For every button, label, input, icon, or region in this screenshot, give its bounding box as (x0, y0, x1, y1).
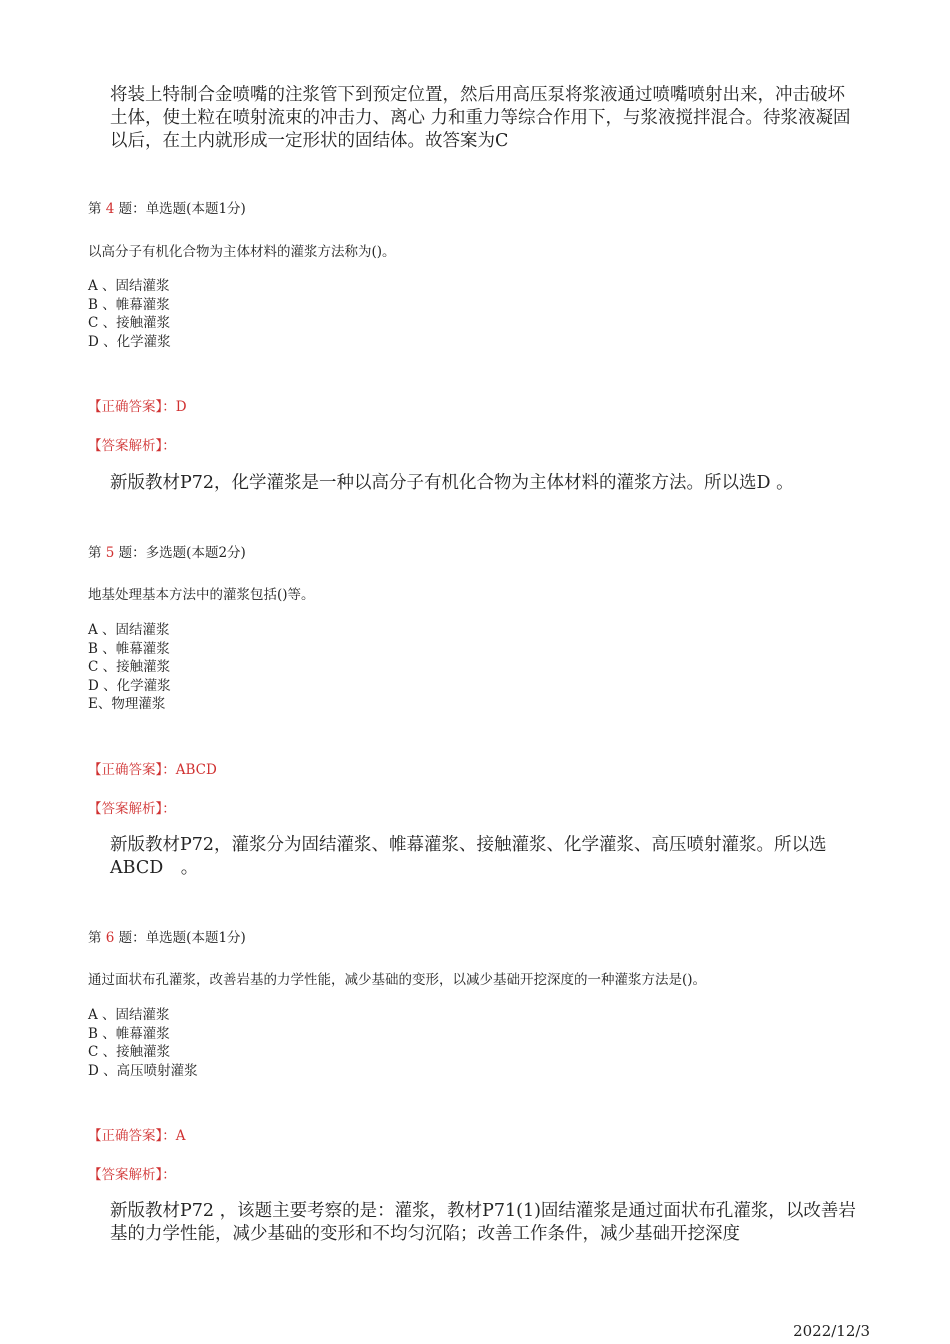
option-a: A 、固结灌浆 (88, 278, 170, 294)
question-6-analysis: 新版教材P72 ，该题主要考察的是：灌浆，教材P71(1)固结灌浆是通过面状布孔灌浆，以改善岩基的力学性能，减少基础的变形和不均匀沉陷；改善工作条件，减少基础开挖深度 (110, 1201, 856, 1244)
question-5-stem: 地基处理基本方法中的灌浆包括()等。 (88, 587, 315, 603)
question-6-header (88, 926, 246, 946)
intro-paragraph: 将装上特制合金喷嘴的注浆管下到预定位置，然后用高压泵将浆液通过喷嘴喷射出来，冲击破坏土体，使土粒在喷射流束的冲击力、离心 力和重力等综合作用下，与浆液搅拌混合。待浆液凝固以后，在土内就形成一定形状的固结体。故答案为C (110, 85, 851, 151)
question-5-header (88, 541, 246, 561)
question-type: 单选题(本题1分) (145, 930, 246, 946)
option-b: B 、帷幕灌浆 (88, 640, 170, 657)
question-5-answer (88, 758, 217, 778)
question-5-analysis: 新版教材P72，灌浆分为固结灌浆、帷幕灌浆、接触灌浆、化学灌浆、高压喷射灌浆。所以选ABCD 。 (110, 835, 827, 878)
option-c: C 、接触灌浆 (88, 659, 171, 675)
question-6-options (88, 1006, 198, 1080)
option-a: A 、固结灌浆 (88, 1007, 170, 1023)
question-4-analysis-label: 【答案解析】： (88, 438, 176, 454)
option-e: E、物理灌浆 (88, 696, 166, 712)
question-4-options (88, 277, 171, 351)
answer-value: A (175, 1128, 186, 1144)
question-prefix: 第 (88, 201, 106, 217)
question-5-analysis-label: 【答案解析】： (88, 801, 176, 817)
option-b: B 、帷幕灌浆 (88, 1025, 170, 1042)
answer-label: 【正确答案】： (88, 399, 176, 415)
option-d: D 、高压喷射灌浆 (88, 1062, 198, 1079)
question-6-analysis-label: 【答案解析】： (88, 1167, 176, 1183)
question-5-options (88, 621, 171, 714)
question-6-answer (88, 1124, 186, 1144)
answer-label: 【正确答案】： (88, 762, 176, 778)
question-sep: 题： (114, 930, 146, 946)
question-sep: 题： (114, 545, 146, 561)
question-sep: 题： (114, 201, 146, 217)
answer-value: D (175, 399, 187, 415)
answer-value: ABCD (175, 762, 217, 778)
question-4-answer (88, 395, 187, 415)
question-4-header (88, 197, 246, 217)
question-number: 6 (105, 930, 115, 946)
footer-date: 2022/12/3 (793, 1322, 870, 1340)
option-d: D 、化学灌浆 (88, 677, 171, 694)
question-type: 多选题(本题2分) (145, 545, 246, 561)
option-b: B 、帷幕灌浆 (88, 296, 170, 313)
question-number: 5 (105, 545, 115, 561)
option-a: A 、固结灌浆 (88, 622, 170, 638)
option-c: C 、接触灌浆 (88, 1044, 171, 1060)
option-c: C 、接触灌浆 (88, 315, 171, 331)
option-d: D 、化学灌浆 (88, 333, 171, 350)
question-4-stem: 以高分子有机化合物为主体材料的灌浆方法称为()。 (88, 244, 396, 260)
answer-label: 【正确答案】： (88, 1128, 176, 1144)
question-type: 单选题(本题1分) (145, 201, 246, 217)
question-6-stem: 通过面状布孔灌浆，改善岩基的力学性能，减少基础的变形，以减少基础开挖深度的一种灌浆方法是()。 (88, 972, 707, 988)
question-prefix: 第 (88, 930, 106, 946)
question-prefix: 第 (88, 545, 106, 561)
question-number: 4 (105, 201, 115, 217)
question-4-analysis: 新版教材P72，化学灌浆是一种以高分子有机化合物为主体材料的灌浆方法。所以选D 。 (110, 473, 794, 493)
